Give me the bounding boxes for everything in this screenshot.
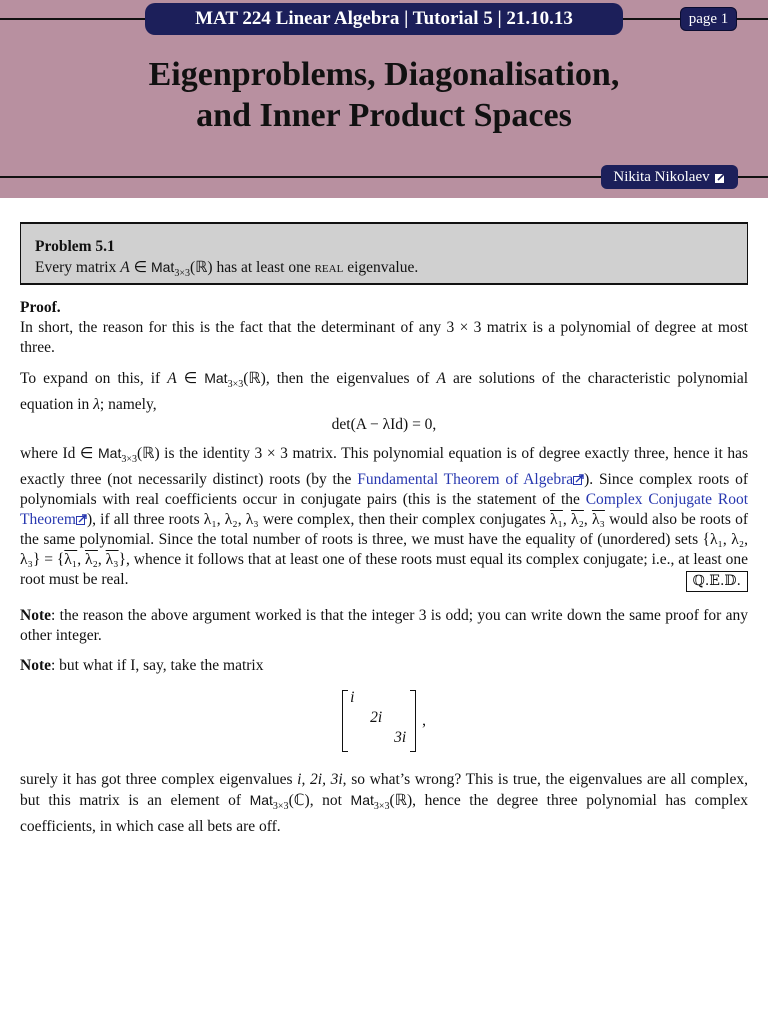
matrix-right-bracket [410,690,416,752]
proof-content [20,298,748,847]
external-link-icon [76,514,87,525]
fundamental-theorem-of-algebra-link[interactable]: Fundamental Theorem of Algebra [357,471,574,489]
author-link[interactable] [601,165,738,189]
course-title: MAT 224 Linear Algebra | Tutorial 5 | 21.10.13 [195,8,573,29]
matrix-entry: i [350,689,355,707]
page-number: page 1 [688,10,729,27]
note-2-continuation: surely it has got three complex eigenvalues i, 2i, 3i, so what’s wrong? This is true, the eigenvalues are all complex, but this matrix is an element of Mat$_{3\times 3}$(ℂ), not Mat$_{3\times 3}$(ℝ), hence the degree three polynomial has complex coefficients, in which case all bets are off. [20,771,748,836]
external-link-icon [715,172,726,183]
problem-statement: Every matrix A ∈ Mat$_{3\times 3}$(ℝ) has at least one real eigenvalue. [35,259,419,280]
note-label: Note [20,607,51,625]
matrix-entry: 3i [394,729,407,747]
complex-conjugate-root-theorem-link[interactable]: Complex Conjugate Root Theorem [20,491,749,529]
matrix-comma: , [422,712,426,730]
proof-paragraph-3: where Id ∈ Mat$_{3\times 3}$(ℝ) is the identity 3 × 3 matrix. This polynomial equation is of degree exactly three, hence it has exactly three (not necessarily distinct) roots (by the Fundamental Theorem of Algebra ). Since complex roots of polynomials with real coefficients occur in conjugate pairs (this is the statement of the Complex Conjugate Root Theorem ), if all three roots λ₁, λ₂, λ₃ were complex, then their complex conjugates λ₁, λ₂, λ₃ would also be roots of the same polynomial. Since the total number of roots is three, we must have the equality of (unordered) sets {λ₁, λ₂, λ₃} = {λ₁, λ₂, λ₃}, whence it follows that at least one of these roots must equal its complex conjugate; i.e., at least one root must be real. ℚ.𝔼.𝔻. [20,443,748,590]
problem-box [20,222,748,285]
author-name[interactable]: Nikita Nikolaev [613,168,710,185]
course-title-badge [145,3,623,35]
matrix-entry: 2i [370,709,383,727]
proof-intro [20,298,748,358]
page-number-badge [680,7,737,31]
title-line-1: Eigenproblems, Diagonalisation, [148,56,620,93]
title-line-2: and Inner Product Spaces [196,97,572,134]
proof-heading: Proof. [20,299,61,316]
diagonal-matrix [20,690,748,752]
proof-paragraph-2: To expand on this, if A ∈ Mat$_{3\times 3}$(ℝ), then the eigenvalues of A are solutions of the characteristic polynomial equation in λ; namely, [20,370,749,414]
qed-box: ℚ.𝔼.𝔻. [686,571,748,592]
proof-paragraph-1: In short, the reason for this is the fact that the determinant of any 3 × 3 matrix is a polynomial of degree at most three. [20,319,748,356]
matrix-body [342,690,416,752]
problem-title: Problem 5.1 [35,238,115,255]
note-2: Note: but what if I, say, take the matrix [20,657,264,675]
document-title [0,54,768,136]
matrix-left-bracket [342,690,348,752]
note-label: Note [20,657,51,675]
header-banner [0,0,768,198]
note-1: Note: the reason the above argument worked is that the integer 3 is odd; you can write down the same proof for any other integer. [20,607,748,645]
external-link-icon [573,474,584,485]
characteristic-equation: det(A − λId) = 0, [331,416,437,434]
